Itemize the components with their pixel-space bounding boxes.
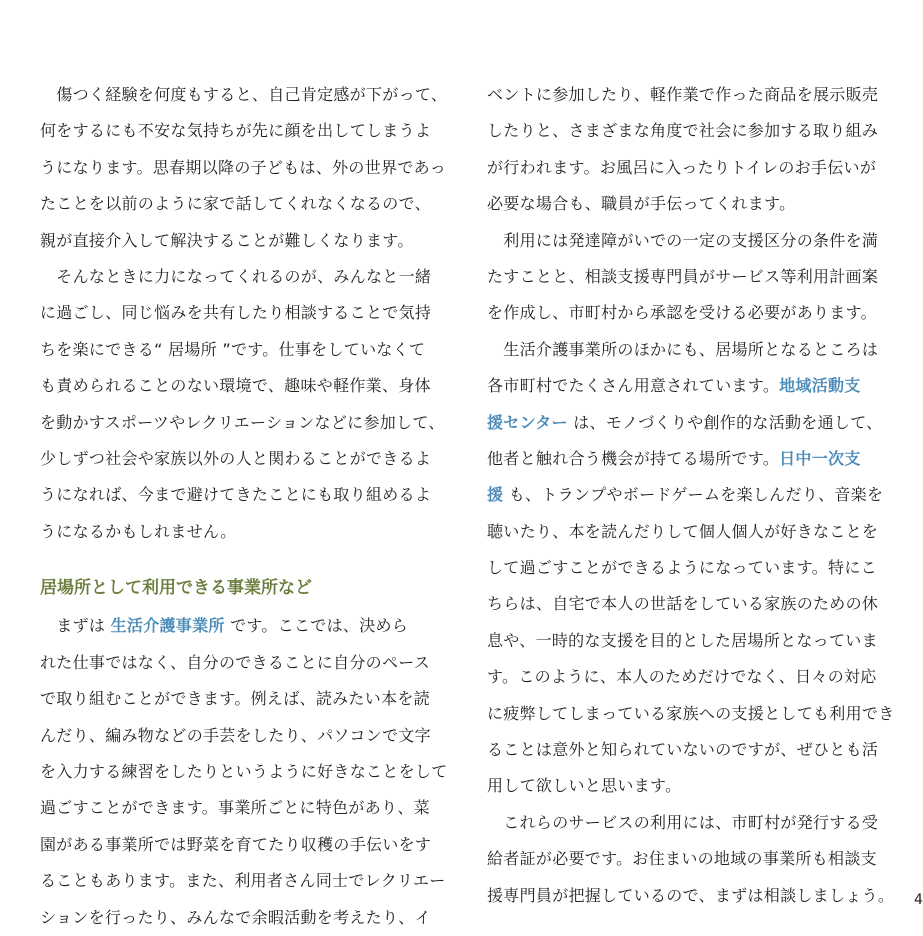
- text-segment: 各市町村でたくさん用意されています。: [487, 376, 780, 396]
- highlight-nicchu-ichiji: 日中一次支: [779, 448, 861, 468]
- highlight-chiiki-katsudo: 援センター: [487, 412, 568, 432]
- highlight-seikatsu-kaigo: 生活介護事業所: [110, 616, 225, 636]
- text-line: [487, 405, 892, 441]
- right-column: [487, 77, 895, 914]
- text-line: 何をするにも不安な気持ちが先に顔を出してしまうよ: [40, 121, 432, 141]
- text-segment: も、トランプやボードゲームを楽しんだり、音楽を: [503, 485, 884, 505]
- text-line: に過ごし、同じ悩みを共有したり相談することで気持: [40, 303, 432, 323]
- text-line: ることは意外と知られていないのですが、ぜひとも活: [487, 740, 879, 760]
- text-line: [487, 441, 892, 477]
- text-line: うになれば、今まで避けてきたことにも取り組めるよ: [40, 485, 432, 505]
- text-line: 用して欲しいと思います。: [487, 776, 682, 796]
- text-line: 援専門員が把握しているので、まずは相談しましょう。: [487, 885, 895, 905]
- text-line: 聴いたり、本を読んだりして個人個人が好きなことを: [487, 521, 879, 541]
- text-line: 必要な場合も、職員が手伝ってくれます。: [487, 194, 796, 214]
- text-line: 親が直接介入して解決することが難しくなります。: [40, 230, 414, 250]
- text-line: 利用には発達障がいでの一定の支援区分の条件を満: [487, 230, 879, 250]
- highlight-chiiki-katsudo: 地域活動支: [779, 376, 861, 396]
- text-line: これらのサービスの利用には、市町村が発行する受: [487, 812, 879, 832]
- text-line: ションを行ったり、みんなで余暇活動を考えたり、イ: [40, 907, 431, 927]
- text-line: うになります。思春期以降の子どもは、外の世界であっ: [40, 157, 447, 177]
- text-line: たすことと、相談支援専門員がサービス等利用計画案: [487, 266, 879, 286]
- text-line: たことを以前のように家で話してくれなくなるので、: [40, 194, 431, 214]
- text-line: れた仕事ではなく、自分のできることに自分のペース: [40, 652, 431, 672]
- text-line: 園がある事業所では野菜を育てたり収穫の手伝いをす: [40, 834, 432, 854]
- text-line: 少しずつ社会や家族以外の人と関わることができるよ: [40, 448, 432, 468]
- section-heading: 居場所として利用できる事業所など: [40, 578, 312, 599]
- text-line: ちらは、自宅で本人の世話をしている家族のための休: [487, 594, 879, 614]
- text-line: [40, 608, 470, 644]
- page-number: 4: [914, 892, 923, 908]
- seikatsu-kaigo-paragraph: [40, 608, 470, 936]
- highlight-nicchu-ichiji: 援: [487, 485, 504, 505]
- text-line: 傷つく経験を何度もすると、自己肯定感が下がって、: [40, 85, 448, 104]
- text-line: んだり、編み物などの手芸をしたり、パソコンで文字: [40, 725, 431, 745]
- text-line: したりと、さまざまな角度で社会に参加する取り組み: [487, 121, 879, 141]
- ibasho-paragraph: [40, 259, 470, 550]
- text-line: を動かすスポーツやレクリエーションなどに参加して、: [40, 412, 445, 432]
- intro-paragraph: [40, 77, 470, 259]
- text-line: に疲弊してしまっている家族への支援としても利用でき: [487, 703, 895, 723]
- text-line: [487, 477, 892, 513]
- text-line: ベントに参加したり、軽作業で作った商品を展示販売: [487, 85, 879, 104]
- text-line: して過ごすことができるようになっています。特にこ: [487, 558, 877, 578]
- other-places-paragraph: [487, 332, 895, 805]
- text-line: 生活介護事業所のほかにも、居場所となるところは: [487, 339, 879, 359]
- text-segment: まずは: [40, 616, 111, 636]
- text-line: うになるかもしれません。: [40, 521, 237, 541]
- text-line: も責められることのない環境で、趣味や軽作業、身体: [40, 376, 431, 396]
- usage-conditions-paragraph: [487, 223, 892, 332]
- text-line: す。このように、本人のためだけでなく、日々の対応: [487, 667, 877, 687]
- text-line: 息や、一時的な支援を目的とした居場所となっていま: [487, 630, 878, 650]
- text-line: 給者証が必要です。お住まいの地域の事業所も相談支: [487, 849, 877, 869]
- text-segment: 他者と触れ合う機会が持てる場所です。: [487, 448, 780, 468]
- text-segment: は、モノづくりや創作的な活動を通して、: [567, 412, 883, 432]
- text-line: 過ごすことができます。事業所ごとに特色があり、菜: [40, 798, 430, 818]
- text-line: ることもあります。また、利用者さん同士でレクリエー: [40, 871, 446, 891]
- text-line: が行われます。お風呂に入ったりトイレのお手伝いが: [487, 157, 877, 177]
- text-line: を作成し、市町村から承認を受ける必要があります。: [487, 303, 877, 323]
- text-line: ちを楽にできる“ 居場所 ”です。仕事をしていなくて: [40, 339, 426, 359]
- text-line: そんなときに力になってくれるのが、みんなと一緒: [40, 266, 432, 286]
- closing-paragraph: [487, 805, 895, 914]
- left-column: [40, 77, 470, 936]
- text-line: を入力する練習をしたりというように好きなことをして: [40, 762, 448, 782]
- continuation-paragraph: [487, 77, 892, 223]
- text-line: で取り組むことができます。例えば、読みたい本を読: [40, 689, 430, 709]
- text-line: [487, 368, 892, 404]
- text-segment: です。ここでは、決めら: [224, 616, 409, 636]
